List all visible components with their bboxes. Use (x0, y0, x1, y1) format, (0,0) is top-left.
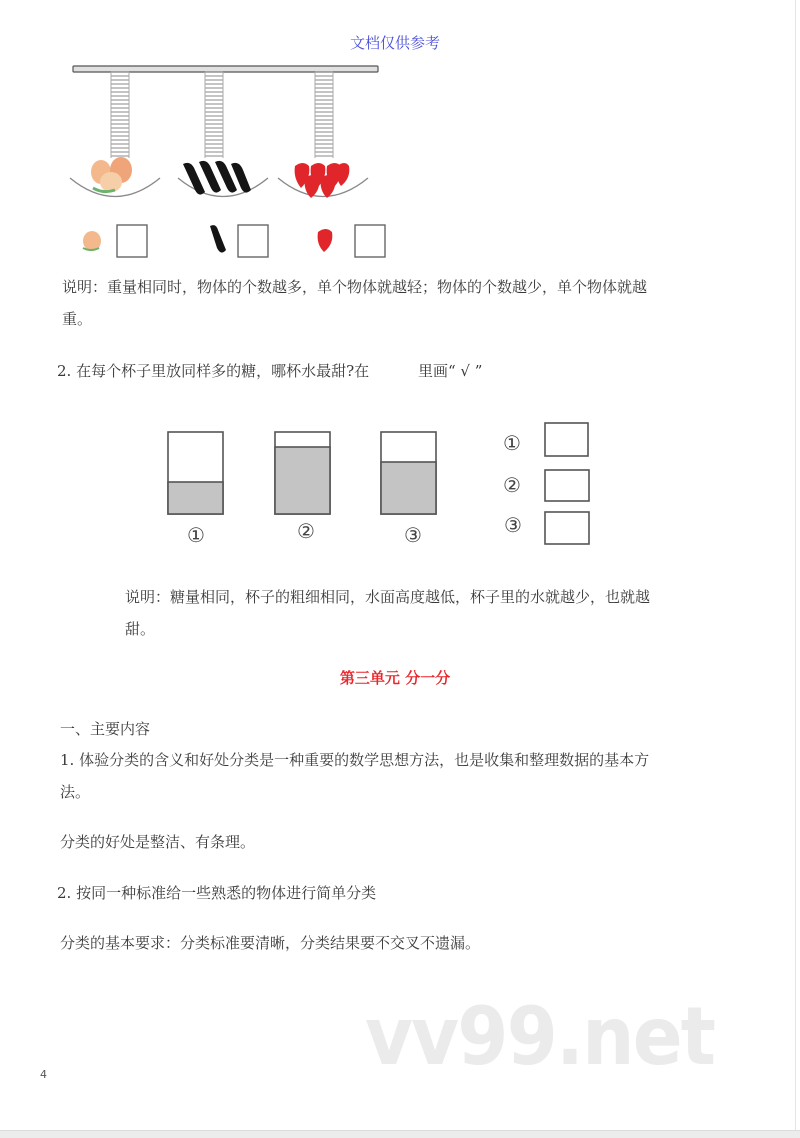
answer-box-2 (545, 470, 589, 501)
item1-line1: 1. 体验分类的含义和好处分类是一种重要的数学思想方法，也是收集和整理数据的基本方 (60, 751, 650, 769)
header-title: 文档仅供参考 (349, 34, 440, 52)
peach-small-icon (83, 231, 101, 251)
item2-text: 2. 按同一种标准给一些熟悉的物体进行简单分类 (57, 884, 377, 902)
svg-text:①: ① (187, 523, 205, 547)
section-heading: 一、主要内容 (60, 720, 151, 738)
item1-line2: 法。 (60, 783, 91, 801)
question2-prompt-a: 2. 在每个杯子里放同样多的糖，哪杯水最甜?在 (57, 362, 370, 380)
page-number: 4 (40, 1068, 47, 1081)
peach-group (91, 157, 132, 192)
cup-3 (381, 432, 436, 514)
scale-note-line1: 说明：重量相同时，物体的个数越多，单个物体就越轻；物体的个数越少，单个物体就越 (62, 278, 648, 296)
benefit-text: 分类的好处是整洁、有条理。 (60, 833, 256, 851)
answer-box-1 (545, 423, 588, 456)
cup-1 (168, 432, 223, 514)
cups-figure (160, 420, 600, 555)
svg-text:②: ② (503, 473, 521, 497)
svg-text:③: ③ (404, 523, 422, 547)
answer-box-3 (545, 512, 589, 544)
cups-note-line2: 甜。 (125, 620, 156, 638)
svg-text:①: ① (503, 431, 521, 455)
watermark: vv99.net (365, 990, 715, 1083)
unit3-title: 第三单元 分一分 (339, 669, 451, 687)
question2-prompt-b: 里画“ √ ” (418, 362, 483, 380)
cup-2 (275, 432, 330, 514)
requirement-text: 分类的基本要求：分类标准要清晰，分类结果要不交叉不遗漏。 (60, 934, 481, 952)
spring-scale-figure (65, 60, 405, 265)
svg-text:③: ③ (504, 513, 522, 537)
cups-note-line1: 说明：糖量相同，杯子的粗细相同，水面高度越低，杯子里的水就越少，也就越 (125, 588, 651, 606)
scale-note-line2: 重。 (62, 310, 93, 328)
svg-text:②: ② (297, 519, 315, 543)
